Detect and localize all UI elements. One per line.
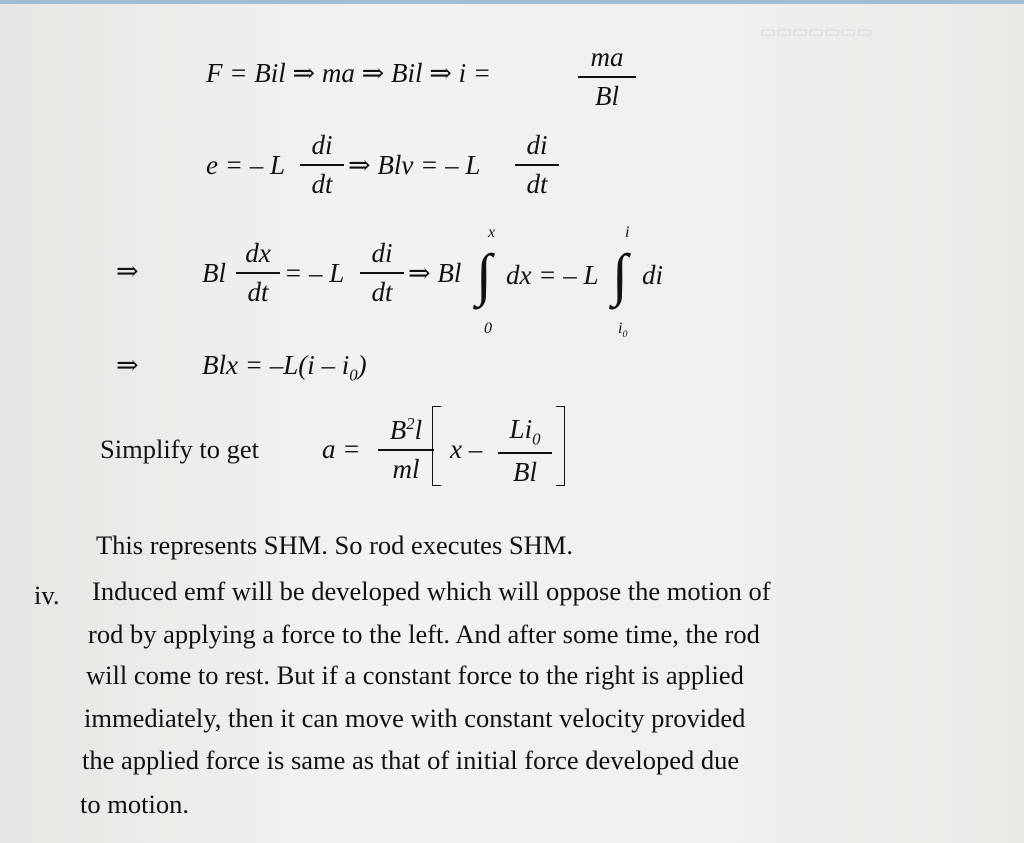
fraction-numerator: di xyxy=(371,238,393,268)
num-sup: 2 xyxy=(406,414,415,433)
equation-emf-mid: ⇒ Blv = – L xyxy=(348,150,481,180)
integral-sign-2: ∫ xyxy=(612,242,628,307)
fraction-denominator: dt xyxy=(247,276,269,307)
fraction-bar xyxy=(498,452,552,454)
item-line-4: immediately, then it can move with constant velocity provided xyxy=(84,703,746,733)
simplify-label: Simplify to get xyxy=(100,434,259,464)
fraction-bar xyxy=(236,272,280,274)
integral-lower-limit-1: 0 xyxy=(484,320,492,337)
fraction-di-dt-3 xyxy=(360,238,404,308)
expr-sub: 0 xyxy=(349,365,358,385)
fraction-bar xyxy=(515,164,559,166)
fraction-dx-dt xyxy=(236,238,280,308)
fraction-di-dt-2 xyxy=(515,130,559,200)
bleed-through: ▭▭▭▭▭▭▭ xyxy=(760,22,873,41)
equation-blx-expr xyxy=(202,352,367,384)
item-line-1: Induced emf will be developed which will oppose the motion of xyxy=(92,576,771,606)
item-line-5: the applied force is same as that of initial force developed due xyxy=(82,745,740,775)
fraction-denominator: Bl xyxy=(513,456,537,487)
fraction-bar xyxy=(360,272,404,274)
num-b: B xyxy=(389,415,407,445)
list-marker: iv. xyxy=(34,580,60,610)
fraction-bar xyxy=(300,164,344,166)
fraction-denominator: Bl xyxy=(595,80,619,111)
item-line-2: rod by applying a force to the left. And after some time, the rod xyxy=(88,619,760,649)
equation-integral-mid3: dx = – L xyxy=(506,260,599,290)
integral-lower-limit-2 xyxy=(618,320,627,340)
lower-limit-base: i xyxy=(618,320,623,337)
equation-force-lhs: F = Bil ⇒ ma ⇒ Bil ⇒ i = xyxy=(206,58,492,88)
integral-upper-limit-2: i xyxy=(625,224,630,241)
fraction-denominator: dt xyxy=(526,168,548,199)
acceleration-lhs: a = xyxy=(322,434,361,464)
expr-close: ) xyxy=(357,350,367,380)
fraction-denominator: dt xyxy=(311,168,333,199)
integral-sign-1: ∫ xyxy=(476,242,492,307)
fraction-denominator: ml xyxy=(392,453,420,484)
right-bracket xyxy=(556,406,565,486)
equation-integral-tail: di xyxy=(642,260,664,290)
num2-sub: 0 xyxy=(532,429,541,449)
fraction-numerator: di xyxy=(526,130,548,160)
fraction-bar xyxy=(578,76,636,78)
fraction-di-dt xyxy=(300,130,344,200)
num2-main: Li xyxy=(509,414,533,444)
fraction-numerator xyxy=(378,414,434,446)
implies-arrow-2: ⇒ xyxy=(116,350,139,380)
equation-emf-lhs: e = – L xyxy=(206,150,285,180)
lower-limit-sub: 0 xyxy=(622,329,628,341)
left-bracket xyxy=(432,406,441,486)
expr-main: Blx = –L(i – i xyxy=(202,350,350,380)
page-top-edge xyxy=(0,0,1024,4)
shm-statement: This represents SHM. So rod executes SHM. xyxy=(96,530,573,560)
fraction-b2l-over-ml xyxy=(378,414,434,485)
integral-upper-limit-1: x xyxy=(488,224,496,241)
implies-arrow: ⇒ xyxy=(116,256,139,286)
fraction-ma-over-bl xyxy=(578,42,636,112)
fraction-denominator: dt xyxy=(371,276,393,307)
fraction-numerator xyxy=(498,414,552,449)
fraction-numerator: ma xyxy=(590,42,624,72)
equation-integral-mid2: ⇒ Bl xyxy=(408,258,462,288)
item-line-3: will come to rest. But if a constant force to the right is applied xyxy=(86,660,744,690)
num-tail: l xyxy=(414,415,423,445)
item-line-6: to motion. xyxy=(80,789,189,819)
fraction-numerator: dx xyxy=(245,238,271,268)
fraction-li0-over-bl xyxy=(498,414,552,488)
bracket-inner: x – xyxy=(450,434,483,464)
equation-integral-mid: = – L xyxy=(284,258,345,288)
equation-integral-pre: Bl xyxy=(202,258,226,288)
fraction-bar xyxy=(378,449,434,451)
fraction-numerator: di xyxy=(311,130,333,160)
